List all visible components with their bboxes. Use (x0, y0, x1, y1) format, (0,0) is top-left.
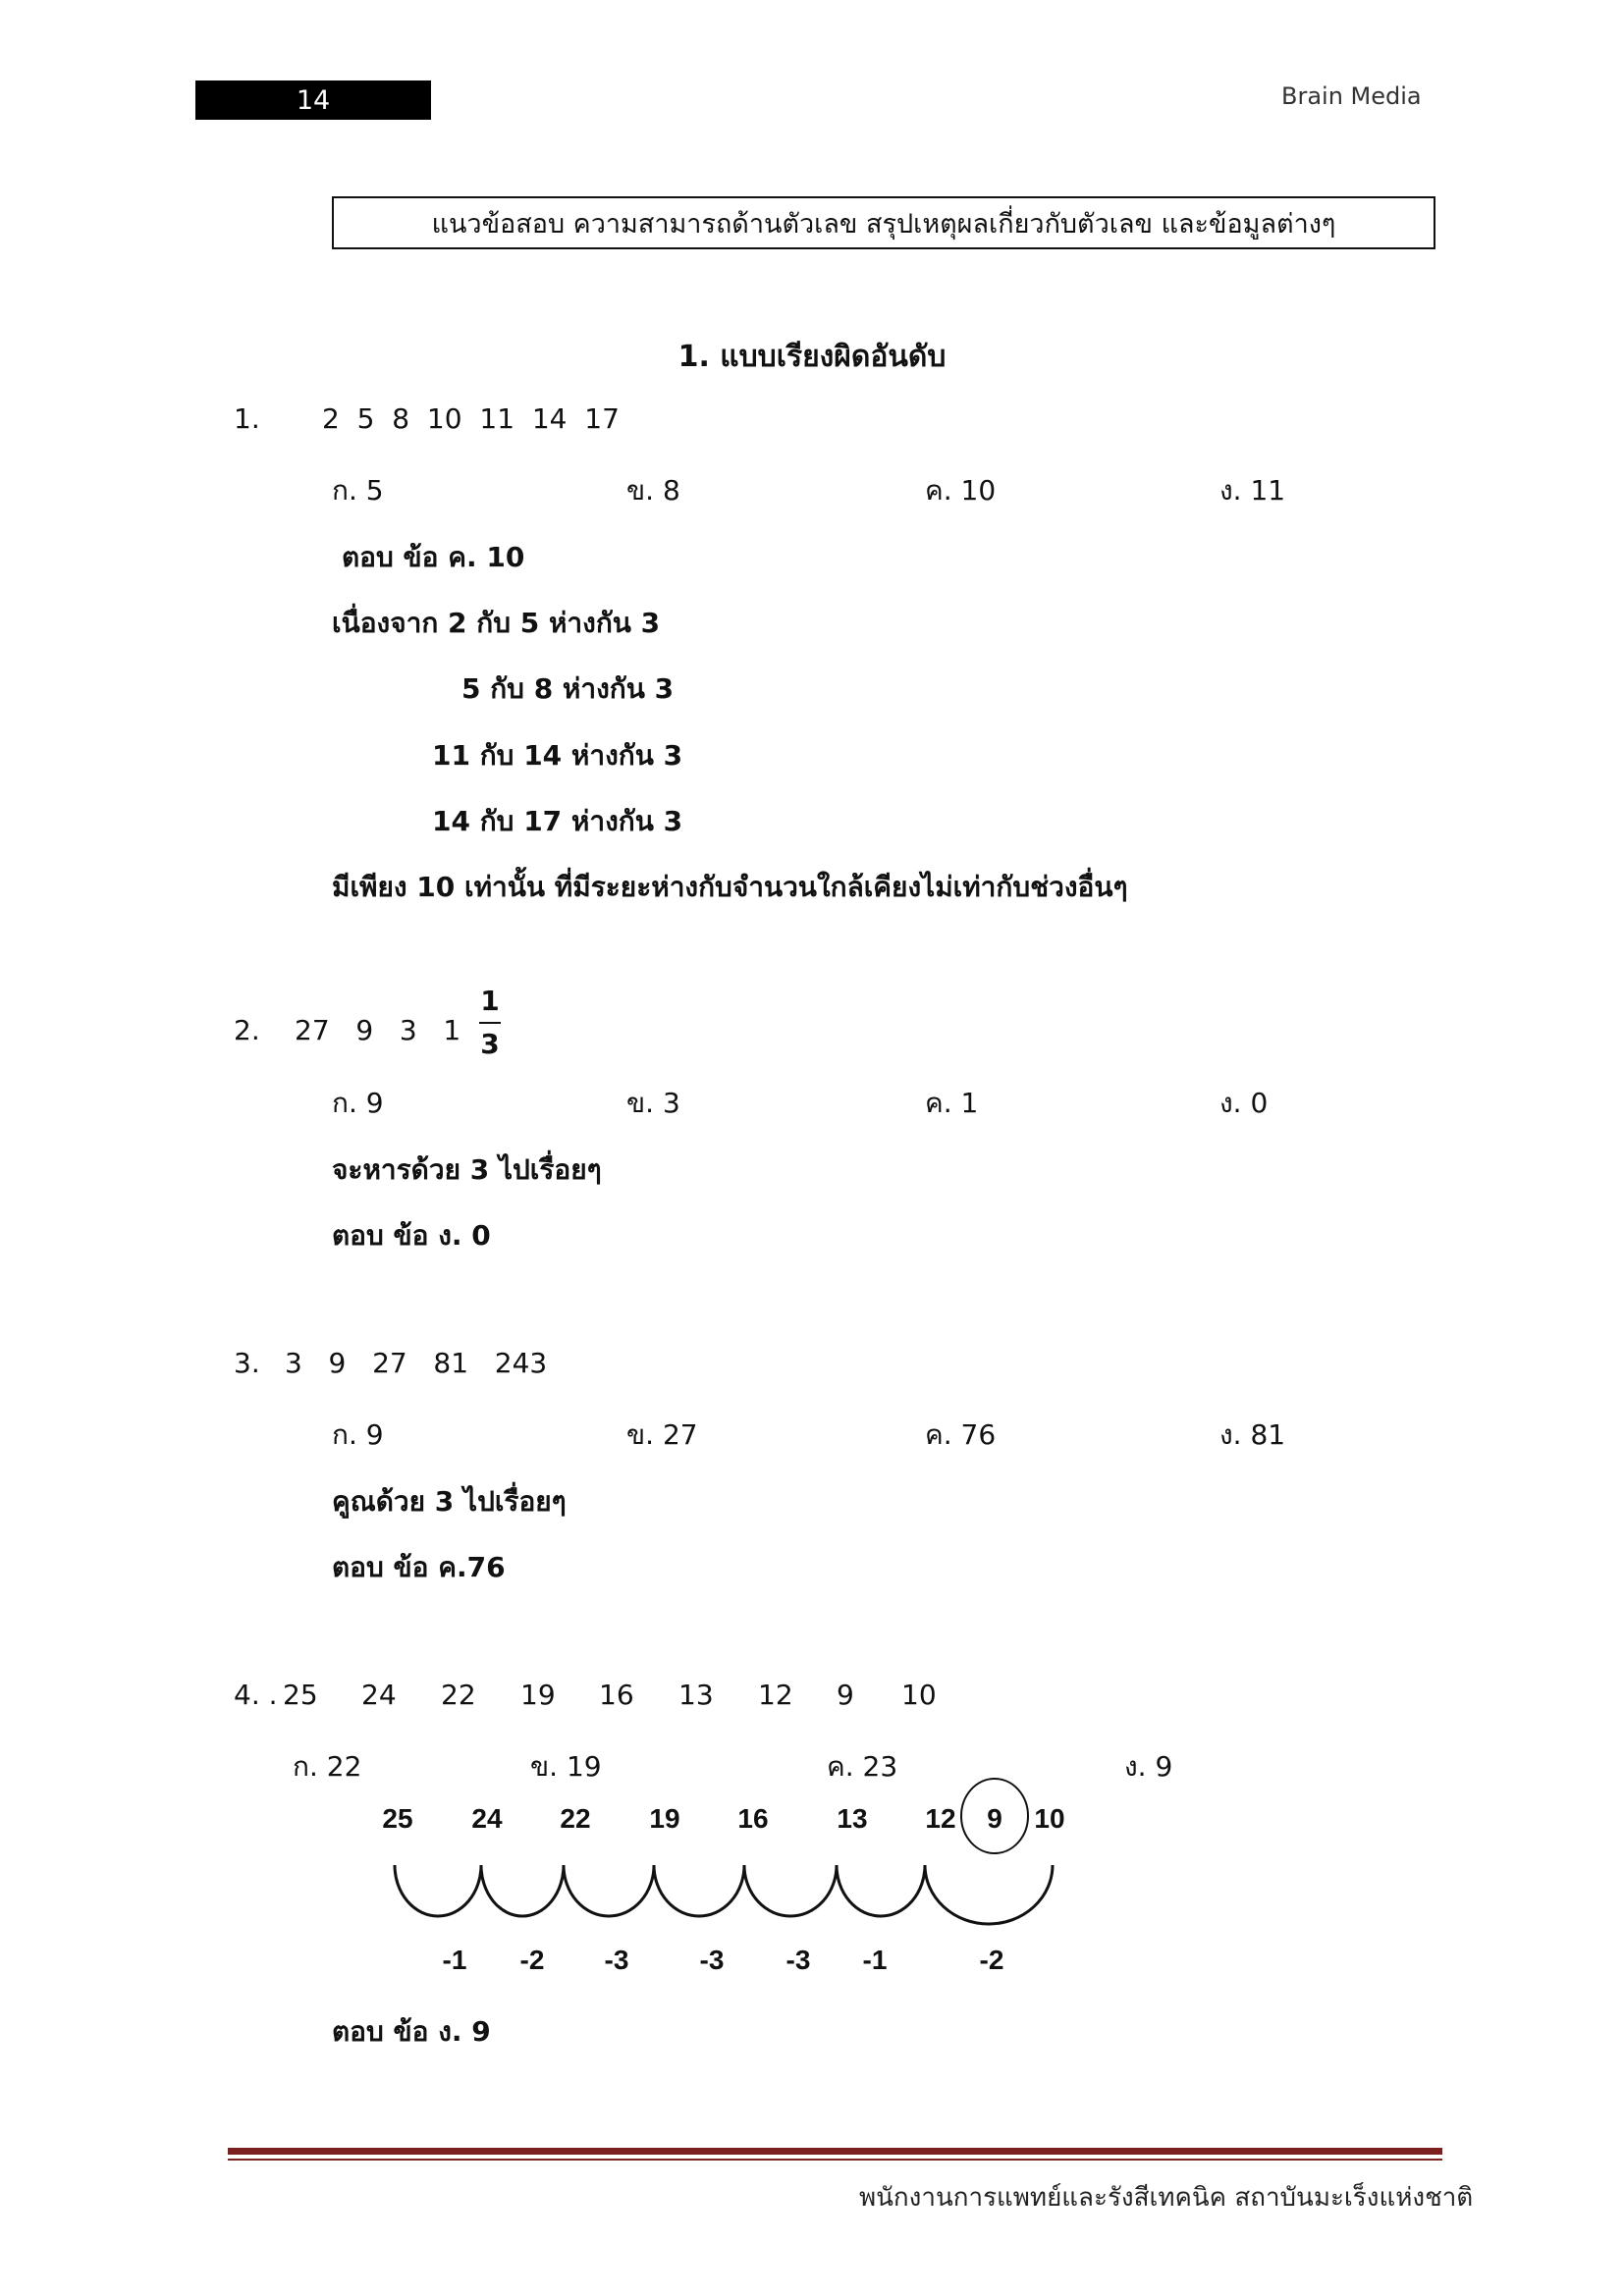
seq-item: 10 (901, 1679, 937, 1711)
seq-item: 9 (328, 1347, 347, 1379)
seq-item: 5 (356, 402, 375, 435)
fraction-numerator: 1 (480, 985, 500, 1017)
diagram-number: 19 (649, 1803, 680, 1834)
q4-answer: ตอบ ข้อ ง. 9 (332, 2015, 491, 2048)
q3-choice-c: ค. 76 (925, 1418, 997, 1451)
difference-label: -1 (442, 1945, 467, 1975)
topic-text: แนวข้อสอบ ความสามารถด้านตัวเลข สรุปเหตุผลเกี่ยวกับตัวเลข และข้อมูลต่างๆ (431, 208, 1336, 240)
footer-text: พนักงานการแพทย์และรังสีเทคนิค สถาบันมะเร็งแห่งชาติ (859, 2183, 1474, 2213)
q2-answer: ตอบ ข้อ ง. 0 (332, 1219, 491, 1252)
q3-answer: ตอบ ข้อ ค.76 (332, 1551, 506, 1583)
page-number: 14 (195, 80, 431, 120)
footer-rule-thin (228, 2159, 1442, 2161)
difference-arc (654, 1865, 744, 1916)
seq-item: 17 (584, 402, 620, 435)
diagram-number: 13 (837, 1803, 868, 1834)
difference-label: -3 (785, 1945, 811, 1975)
q1-choice-a: ก. 5 (332, 474, 384, 507)
q2-choice-c: ค. 1 (925, 1087, 979, 1119)
seq-item: 13 (678, 1679, 714, 1711)
seq-item: 19 (520, 1679, 556, 1711)
difference-label: -3 (699, 1945, 725, 1975)
q4-choice-a: ก. 22 (293, 1750, 362, 1783)
seq-item: 81 (433, 1347, 469, 1379)
section-title: 1. แบบเรียงผิดอันดับ (677, 340, 947, 374)
q2-choice-a: ก. 9 (332, 1087, 384, 1119)
seq-item: 3 (399, 1014, 417, 1046)
q2-choice-d: ง. 0 (1219, 1087, 1269, 1119)
q1-number: 1. (234, 402, 260, 435)
q4-choice-b: ข. 19 (530, 1750, 602, 1783)
q2-number: 2. (234, 1014, 260, 1046)
q1-answer: ตอบ ข้อ ค. 10 (342, 541, 525, 573)
seq-item: 24 (361, 1679, 397, 1711)
q1-reason-line: เนื่องจาก 2 กับ 5 ห่างกัน 3 (332, 607, 661, 639)
q1-choice-d: ง. 11 (1219, 474, 1286, 507)
seq-item: 9 (355, 1014, 374, 1046)
fraction-denominator: 3 (480, 1028, 500, 1060)
seq-item: 9 (837, 1679, 854, 1711)
seq-item: 27 (295, 1014, 330, 1046)
q1-reason-line: 14 กับ 17 ห่างกัน 3 (432, 805, 683, 837)
brand-name: Brain Media (1281, 82, 1422, 110)
diagram-number: 24 (471, 1803, 503, 1834)
q3-choice-a: ก. 9 (332, 1418, 384, 1451)
seq-item: 1 (443, 1014, 461, 1046)
diagram-number: 9 (987, 1803, 1002, 1834)
diagram-number: 16 (737, 1803, 769, 1834)
diagram-number: 10 (1034, 1803, 1065, 1834)
difference-label: -2 (979, 1945, 1004, 1975)
q4-choice-c: ค. 23 (827, 1750, 898, 1783)
q4-number: 4. . (234, 1679, 278, 1711)
q2-explanation: จะหารด้วย 3 ไปเรื่อยๆ (332, 1153, 602, 1186)
difference-arc (564, 1865, 654, 1916)
seq-item: 243 (494, 1347, 548, 1379)
q3-choice-b: ข. 27 (626, 1418, 698, 1451)
seq-item: 11 (479, 402, 515, 435)
q3-number: 3. (234, 1347, 260, 1379)
seq-item: 12 (758, 1679, 793, 1711)
difference-label: -2 (519, 1945, 545, 1975)
q1-reason-line: 5 กับ 8 ห่างกัน 3 (461, 672, 675, 705)
diagram-number: 22 (560, 1803, 591, 1834)
q3-explanation: คูณด้วย 3 ไปเรื่อยๆ (332, 1485, 567, 1518)
diagram-number: 25 (382, 1803, 413, 1834)
seq-item: 3 (285, 1347, 302, 1379)
difference-label: -3 (604, 1945, 629, 1975)
seq-item: 22 (441, 1679, 476, 1711)
q3-choice-d: ง. 81 (1219, 1418, 1286, 1451)
seq-item: 25 (283, 1679, 318, 1711)
q1-conclusion: มีเพียง 10 เท่านั้น ที่มีระยะห่างกับจำนวนใกล้เคียงไม่เท่ากับช่วงอื่นๆ (332, 871, 1128, 903)
seq-item: 27 (372, 1347, 407, 1379)
diagram-number: 12 (925, 1803, 956, 1834)
q4-choice-d: ง. 9 (1124, 1750, 1173, 1783)
difference-arc (744, 1865, 837, 1916)
q1-reason-line: 11 กับ 14 ห่างกัน 3 (432, 739, 683, 772)
difference-arc (837, 1865, 925, 1916)
seq-item: 8 (392, 402, 410, 435)
seq-item: 2 (322, 402, 340, 435)
q1-choice-b: ข. 8 (626, 474, 680, 507)
q1-choice-c: ค. 10 (925, 474, 997, 507)
seq-item: 14 (531, 402, 568, 435)
footer-rule-thick (228, 2148, 1442, 2155)
difference-label: -1 (862, 1945, 888, 1975)
difference-arc (481, 1865, 564, 1916)
seq-item: 10 (426, 402, 462, 435)
difference-arc (925, 1865, 1053, 1924)
seq-item: 16 (599, 1679, 634, 1711)
difference-arc (395, 1865, 481, 1916)
q2-choice-b: ข. 3 (626, 1087, 680, 1119)
